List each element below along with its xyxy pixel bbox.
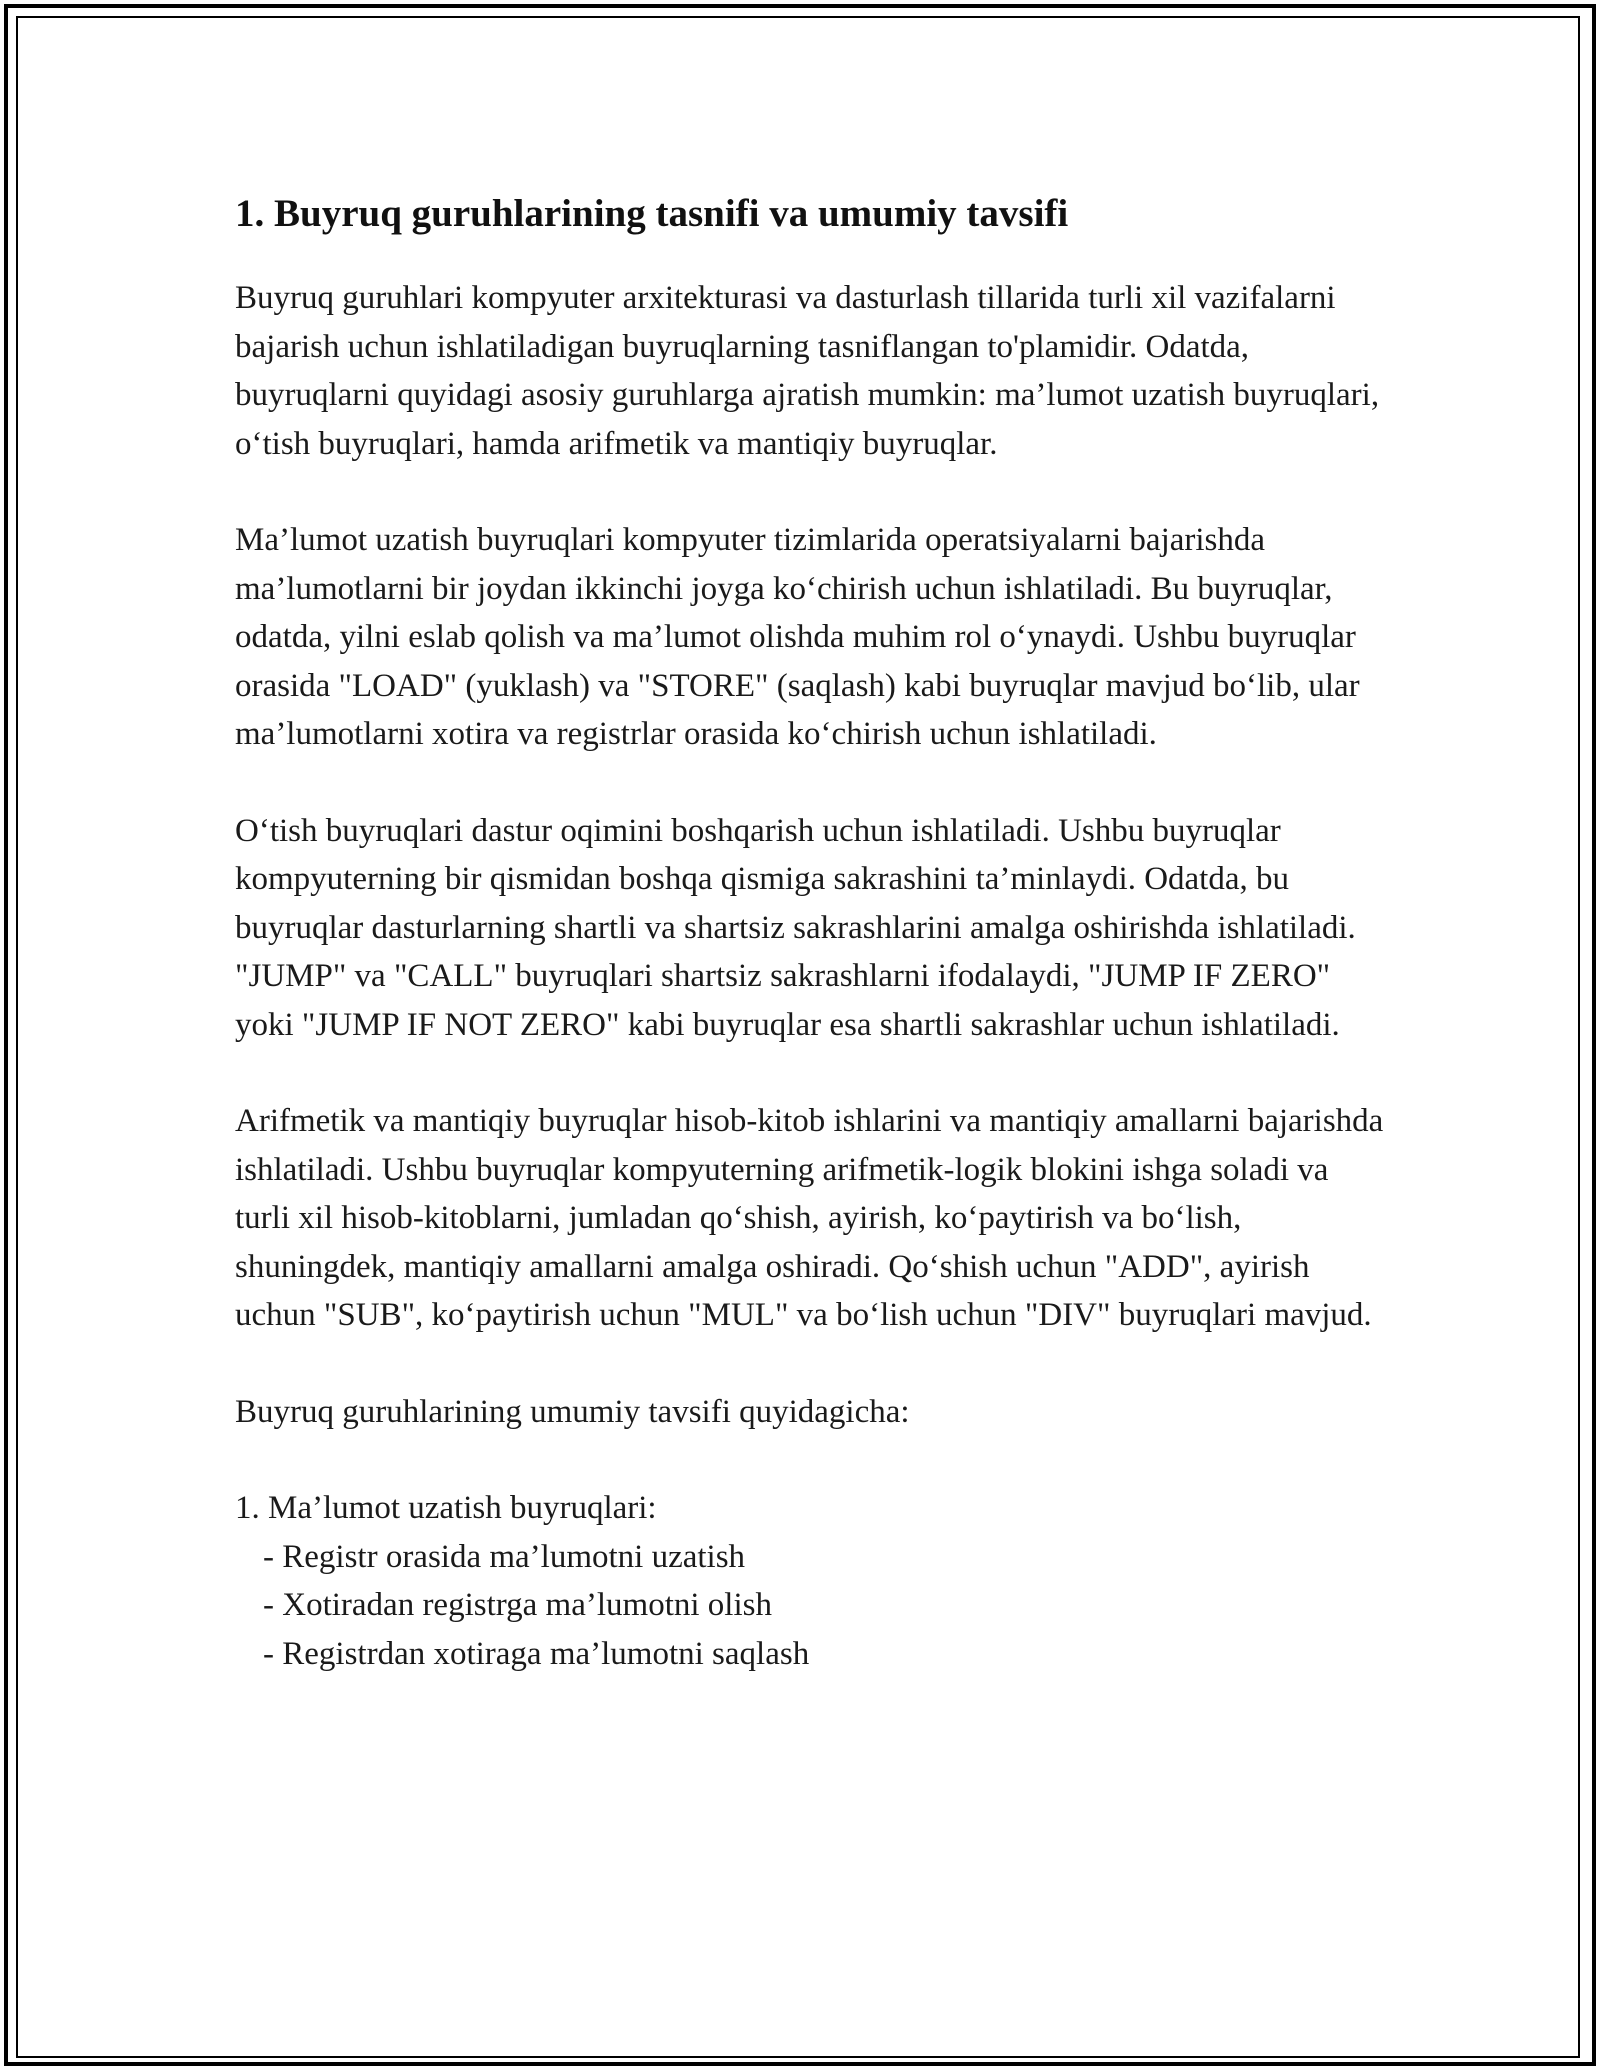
sub-list xyxy=(235,1533,1385,1679)
paragraph-data-transfer: Ma’lumot uzatish buyruqlari kompyuter tizimlarida operatsiyalarni bajarishda ma’lumotlarni bir joydan ikkinchi joyga ko‘chirish uchun ishlatiladi. Bu buyruqlar, odatda, yilni eslab qolish va ma’lumot olishda muhim rol o‘ynaydi. Ushbu buyruqlar orasida "LOAD" (yuklash) va "STORE" (saqlash) kabi buyruqlar mavjud bo‘lib, ular ma’lumotlarni xotira va registrlar orasida ko‘chirish uchun ishlatiladi. xyxy=(235,522,1360,752)
paragraph-arithmetic: Arifmetik va mantiqiy buyruqlar hisob-kitob ishlarini va mantiqiy amallarni bajarishda ishlatiladi. Ushbu buyruqlar kompyuterning arifmetik-logik blokini ishga soladi va turli xil hisob-kitoblarni, jumladan qo‘shish, ayirish, ko‘paytirish va bo‘lish, shuningdek, mantiqiy amallarni amalga oshiradi. Qo‘shish uchun "ADD", ayirish uchun "SUB", ko‘paytirish uchun "MUL" va bo‘lish uchun "DIV" buyruqlari mavjud. xyxy=(235,1103,1384,1333)
document-body xyxy=(235,188,1385,1678)
list-item-heading: 1. Ma’lumot uzatish buyruqlari: xyxy=(235,1490,657,1526)
sub-list-item: - Xotiradan registrga ma’lumotni olish xyxy=(263,1587,772,1623)
sub-list-item: - Registr orasida ma’lumotni uzatish xyxy=(263,1538,746,1575)
section-heading: 1. Buyruq guruhlarining tasnifi va umumiy tavsifi xyxy=(235,192,1069,235)
paragraph-intro: Buyruq guruhlari kompyuter arxitekturasi va dasturlash tillarida turli xil vazifalarni bajarish uchun ishlatiladigan buyruqlarning tasniflangan to'plamidir. Odatda, buyruqlarni quyidagi asosiy guruhlarga ajratish mumkin: ma’lumot uzatish buyruqlari, o‘tish buyruqlari, hamda arifmetik va mantiqiy buyruqlar. xyxy=(235,280,1380,462)
numbered-list xyxy=(235,1484,1385,1678)
paragraph-summary-intro: Buyruq guruhlarining umumiy tavsifi quyidagicha: xyxy=(235,1393,910,1430)
paragraph-jump: O‘tish buyruqlari dastur oqimini boshqarish uchun ishlatiladi. Ushbu buyruqlar kompyuterning bir qismidan boshqa qismiga sakrashini ta’minlaydi. Odatda, bu buyruqlar dasturlarning shartli va shartsiz sakrashlarini amalga oshirishda ishlatiladi. "JUMP" va "CALL" buyruqlari shartsiz sakrashlarni ifodalaydi, "JUMP IF ZERO" yoki "JUMP IF NOT ZERO" kabi buyruqlar esa shartli sakrashlar uchun ishlatiladi. xyxy=(235,812,1356,1043)
sub-list-item: - Registrdan xotiraga ma’lumotni saqlash xyxy=(263,1635,810,1672)
